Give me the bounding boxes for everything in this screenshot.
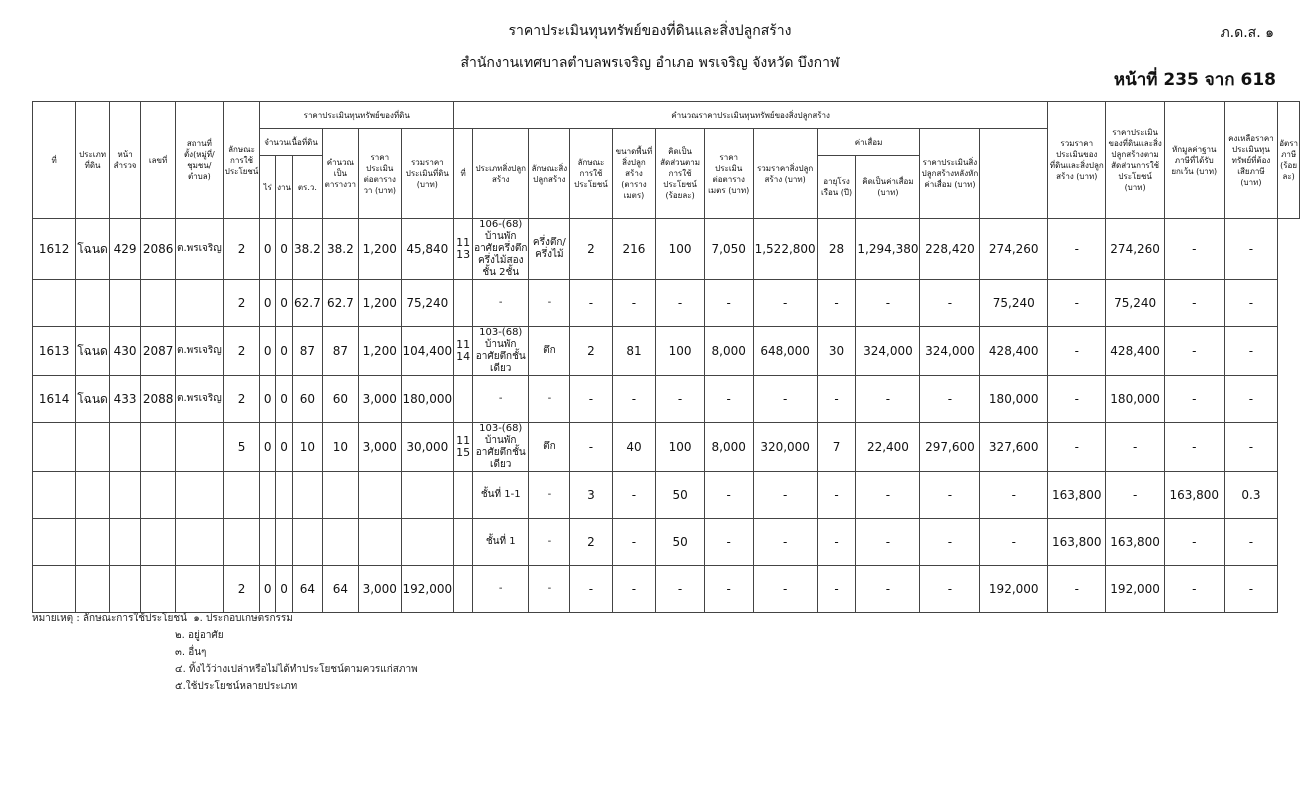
- cell-land-type: โฉนด: [76, 327, 110, 376]
- cell-dep: -: [856, 280, 920, 327]
- cell-price-sqm: -: [704, 566, 753, 613]
- cell-ratio: -: [656, 376, 705, 423]
- cell-rate: -: [1224, 423, 1278, 472]
- col-usage: ลักษณะการใช้ประโยชน์: [223, 102, 260, 219]
- cell-front: [109, 566, 140, 613]
- cell-number: [141, 423, 176, 472]
- cell-bld-total: -: [753, 566, 817, 613]
- cell-bld-total: -: [753, 376, 817, 423]
- cell-location: ต.พรเจริญ: [175, 219, 223, 280]
- cell-bld-no: [454, 472, 473, 519]
- cell-wa: 87: [293, 327, 323, 376]
- cell-land-total: 75,240: [401, 280, 454, 327]
- cell-calc-wa: [322, 472, 358, 519]
- cell-bld-usage: 2: [570, 519, 612, 566]
- cell-bld-usage: 2: [570, 327, 612, 376]
- cell-land-total: 30,000: [401, 423, 454, 472]
- cell-ngan: 0: [276, 376, 293, 423]
- cell-ngan: 0: [276, 219, 293, 280]
- cell-bld-type: 106-(68) บ้านพักอาศัยครึ่งตึกครึ่งไม้สองชั้น 2ชั้น: [474, 219, 528, 278]
- cell-bld-type: -: [473, 566, 529, 613]
- cell-ratio: -: [656, 566, 705, 613]
- cell-number: [141, 280, 176, 327]
- cell-total: -: [980, 472, 1048, 519]
- cell-ngan: [276, 472, 293, 519]
- col-building-after-dep: ราคาประเมินสิ่งปลูกสร้างหลังหักค่าเสื่อม (บาท): [920, 129, 980, 219]
- cell-after-dep: -: [920, 280, 980, 327]
- cell-calc-wa: 62.7: [322, 280, 358, 327]
- cell-land-type: โฉนด: [76, 376, 110, 423]
- table-body: [33, 219, 1300, 613]
- cell-size: 81: [612, 327, 656, 376]
- cell-ratio: 100: [656, 219, 705, 280]
- cell-price-wa: 3,000: [359, 376, 402, 423]
- cell-front: 430: [109, 327, 140, 376]
- cell-after-dep: -: [920, 519, 980, 566]
- table-row: [33, 566, 1300, 613]
- col-exemption: หักมูลค่าฐานภาษีที่ได้รับยกเว้น (บาท): [1164, 102, 1224, 219]
- cell-front: [109, 472, 140, 519]
- cell-bld-total: -: [753, 280, 817, 327]
- col-ngan: งาน: [276, 156, 293, 219]
- cell-rai: [260, 519, 276, 566]
- cell-age: 30: [817, 327, 856, 376]
- cell-total: 274,260: [980, 219, 1048, 280]
- cell-land-type: [76, 472, 110, 519]
- cell-exempt: 274,260: [1106, 219, 1164, 280]
- col-building-usage: ลักษณะการใช้ประโยชน์: [570, 129, 612, 219]
- cell-prop: -: [1048, 327, 1106, 376]
- cell-location: ต.พรเจริญ: [175, 327, 223, 376]
- cell-rate: -: [1224, 566, 1278, 613]
- cell-bld-type: ชั้นที่ 1-1: [473, 472, 529, 519]
- cell-price-wa: 1,200: [359, 219, 402, 280]
- table-row: [33, 376, 1300, 423]
- cell-bld-usage: -: [570, 423, 612, 472]
- col-land-type: ประเภทที่ดิน: [76, 102, 110, 219]
- cell-bld-no: 11 14: [454, 327, 473, 376]
- cell-land-total: [401, 472, 454, 519]
- cell-remain: -: [1164, 280, 1224, 327]
- cell-dep: -: [856, 472, 920, 519]
- cell-size: 40: [612, 423, 656, 472]
- col-wa: ตร.ว.: [293, 156, 323, 219]
- cell-location: [175, 566, 223, 613]
- assessment-table: [32, 101, 1300, 613]
- cell-after-dep: 324,000: [920, 327, 980, 376]
- cell-dep: -: [856, 376, 920, 423]
- cell-no: [33, 472, 76, 519]
- cell-bld-no: 11 13: [454, 219, 473, 280]
- cell-exempt: -: [1106, 472, 1164, 519]
- cell-prop: -: [1048, 219, 1106, 280]
- cell-dep: 324,000: [856, 327, 920, 376]
- cell-dep: 1,294,380: [856, 219, 920, 280]
- cell-no: [33, 566, 76, 613]
- note-item-3: ๓. อื่นๆ: [175, 647, 207, 658]
- cell-location: [175, 472, 223, 519]
- cell-price-wa: 3,000: [359, 423, 402, 472]
- cell-bld-total: 648,000: [753, 327, 817, 376]
- cell-price-sqm: 7,050: [704, 219, 753, 280]
- col-building-total: รวมราคาสิ่งปลูกสร้าง (บาท): [753, 129, 817, 219]
- cell-size: -: [612, 280, 656, 327]
- cell-rate: -: [1224, 519, 1278, 566]
- cell-price-sqm: -: [704, 519, 753, 566]
- cell-size: -: [612, 519, 656, 566]
- cell-ngan: 0: [276, 566, 293, 613]
- cell-rai: 0: [260, 280, 276, 327]
- cell-ratio: 50: [656, 472, 705, 519]
- cell-price-sqm: -: [704, 472, 753, 519]
- cell-front: [109, 280, 140, 327]
- cell-bld-no: [454, 376, 473, 423]
- cell-ngan: [276, 519, 293, 566]
- cell-calc-wa: 87: [322, 327, 358, 376]
- cell-bld-char: ตึก: [529, 327, 570, 376]
- group-depreciation: ค่าเสื่อม: [817, 129, 920, 156]
- cell-wa: 64: [293, 566, 323, 613]
- cell-size: -: [612, 566, 656, 613]
- cell-exempt: 163,800: [1106, 519, 1164, 566]
- cell-rate: -: [1224, 327, 1278, 376]
- cell-age: -: [817, 376, 856, 423]
- col-dep-age: อายุโรงเรือน (ปี): [817, 156, 856, 219]
- cell-remain: -: [1164, 519, 1224, 566]
- cell-bld-type: -: [473, 280, 529, 327]
- cell-ratio: 100: [656, 423, 705, 472]
- col-land-total: รวมราคาประเมินที่ดิน (บาท): [401, 129, 454, 219]
- cell-bld-type: 103-(68) บ้านพักอาศัยตึกชั้นเดียว: [473, 423, 529, 472]
- cell-total: -: [980, 519, 1048, 566]
- cell-after-dep: 228,420: [920, 219, 980, 280]
- cell-land-type: [76, 423, 110, 472]
- note-item-2: ๒. อยู่อาศัย: [175, 630, 224, 641]
- group-building-assessment: คำนวณราคาประเมินทุนทรัพย์ของสิ่งปลูกสร้าง: [454, 102, 1048, 129]
- col-total-land-building: รวมราคาประเมินของที่ดินและสิ่งปลูกสร้าง (บาท): [1048, 102, 1106, 219]
- cell-no: 1612: [33, 219, 76, 280]
- cell-land-total: 104,400: [401, 327, 454, 376]
- cell-ratio: 100: [656, 327, 705, 376]
- page-indicator: หน้าที่ 235 จาก 618: [1113, 70, 1276, 90]
- cell-bld-usage: -: [570, 376, 612, 423]
- cell-remain: -: [1164, 423, 1224, 472]
- table-row: [33, 327, 1300, 376]
- table-row: [33, 472, 1300, 519]
- cell-rai: 0: [260, 327, 276, 376]
- cell-size: -: [612, 376, 656, 423]
- cell-wa: [293, 519, 323, 566]
- cell-remain: -: [1164, 327, 1224, 376]
- cell-ratio: 50: [656, 519, 705, 566]
- cell-wa: 60: [293, 376, 323, 423]
- cell-front: [109, 519, 140, 566]
- cell-usage: 2: [223, 566, 260, 613]
- cell-size: -: [612, 472, 656, 519]
- cell-after-dep: -: [920, 472, 980, 519]
- cell-rate: -: [1224, 376, 1278, 423]
- cell-ngan: 0: [276, 423, 293, 472]
- cell-usage: 5: [223, 423, 260, 472]
- cell-number: [141, 566, 176, 613]
- cell-calc-wa: 60: [322, 376, 358, 423]
- cell-exempt: -: [1106, 423, 1164, 472]
- report-title: ราคาประเมินทุนทรัพย์ของที่ดินและสิ่งปลูกสร้าง: [508, 23, 792, 39]
- cell-location: [175, 280, 223, 327]
- cell-bld-type: 103-(68) บ้านพักอาศัยตึกชั้นเดียว: [473, 327, 529, 376]
- office-name: สำนักงานเทศบาลตำบลพรเจริญ อำเภอ พรเจริญ จังหวัด บึงกาฬ: [460, 55, 840, 71]
- col-number: เลขที่: [141, 102, 176, 219]
- cell-exempt: 180,000: [1106, 376, 1164, 423]
- cell-rai: [260, 472, 276, 519]
- col-building-price-sqm: ราคาประเมินต่อตารางเมตร (บาท): [704, 129, 753, 219]
- cell-bld-char: -: [529, 472, 570, 519]
- cell-bld-usage: -: [570, 566, 612, 613]
- cell-front: 429: [109, 219, 140, 280]
- cell-after-dep: 297,600: [920, 423, 980, 472]
- cell-bld-total: 1,522,800: [753, 219, 817, 280]
- cell-age: -: [817, 280, 856, 327]
- col-proportional-price: ราคาประเมินของที่ดินและสิ่งปลูกสร้างตามสัดส่วนการใช้ประโยชน์ (บาท): [1106, 102, 1164, 219]
- cell-number: 2088: [141, 376, 176, 423]
- cell-total: 75,240: [980, 280, 1048, 327]
- cell-bld-no: 11 15: [454, 423, 473, 472]
- cell-rate: -: [1224, 280, 1278, 327]
- cell-rai: 0: [260, 423, 276, 472]
- cell-size: 216: [612, 219, 656, 280]
- cell-ngan: 0: [276, 280, 293, 327]
- cell-price-sqm: -: [704, 280, 753, 327]
- cell-exempt: 75,240: [1106, 280, 1164, 327]
- group-land-assessment: ราคาประเมินทุนทรัพย์ของที่ดิน: [260, 102, 454, 129]
- col-remaining: คงเหลือราคาประเมินทุนทรัพย์ที่ต้องเสียภาษี (บาท): [1224, 102, 1278, 219]
- cell-prop: 163,800: [1048, 519, 1106, 566]
- cell-calc-wa: 10: [322, 423, 358, 472]
- cell-price-wa: 3,000: [359, 566, 402, 613]
- cell-number: [141, 519, 176, 566]
- cell-dep: -: [856, 566, 920, 613]
- cell-price-sqm: -: [704, 376, 753, 423]
- table-row: [33, 519, 1300, 566]
- cell-age: -: [817, 519, 856, 566]
- cell-bld-type: ชั้นที่ 1: [473, 519, 529, 566]
- cell-usage: 2: [223, 327, 260, 376]
- cell-no: [33, 423, 76, 472]
- note-item-5: ๕.ใช้ประโยชน์หลายประเภท: [175, 681, 298, 692]
- table-row: [33, 219, 1300, 280]
- cell-land-type: [76, 566, 110, 613]
- cell-remain: -: [1164, 376, 1224, 423]
- cell-land-total: [401, 519, 454, 566]
- col-location: สถานที่ตั้ง(หมู่ที่/ชุมชน/ตำบล): [175, 102, 223, 219]
- cell-prop: -: [1048, 566, 1106, 613]
- cell-dep: 22,400: [856, 423, 920, 472]
- cell-prop: 163,800: [1048, 472, 1106, 519]
- cell-usage: 2: [223, 219, 260, 280]
- cell-land-total: 45,840: [401, 219, 454, 280]
- cell-front: [109, 423, 140, 472]
- col-rai: ไร่: [260, 156, 276, 219]
- cell-rate: -: [1224, 219, 1278, 280]
- col-dep-amount: คิดเป็นค่าเสื่อม (บาท): [856, 156, 920, 219]
- col-tax-rate: อัตราภาษี (ร้อยละ): [1278, 102, 1300, 219]
- cell-location: [175, 519, 223, 566]
- cell-usage: [223, 472, 260, 519]
- cell-remain: -: [1164, 566, 1224, 613]
- cell-wa: [293, 472, 323, 519]
- cell-rai: 0: [260, 219, 276, 280]
- col-building-type: ประเภทสิ่งปลูกสร้าง: [473, 129, 529, 219]
- cell-bld-total: -: [753, 519, 817, 566]
- cell-age: 28: [817, 219, 856, 280]
- cell-bld-no: [454, 566, 473, 613]
- col-price-per-wa: ราคาประเมินต่อตารางวา (บาท): [359, 129, 402, 219]
- cell-calc-wa: 38.2: [322, 219, 358, 280]
- cell-usage: [223, 519, 260, 566]
- cell-rai: 0: [260, 376, 276, 423]
- notes-label: หมายเหตุ : ลักษณะการใช้ประโยชน์: [32, 613, 187, 624]
- cell-ratio: -: [656, 280, 705, 327]
- cell-total: 327,600: [980, 423, 1048, 472]
- cell-no: [33, 280, 76, 327]
- cell-bld-type: -: [473, 376, 529, 423]
- cell-bld-usage: 2: [570, 219, 612, 280]
- col-building-no: ที่: [454, 129, 473, 219]
- cell-bld-no: [454, 519, 473, 566]
- cell-bld-char: -: [529, 566, 570, 613]
- cell-bld-no: [454, 280, 473, 327]
- cell-number: 2086: [141, 219, 176, 280]
- cell-price-sqm: 8,000: [704, 423, 753, 472]
- cell-bld-char: -: [529, 280, 570, 327]
- cell-bld-total: -: [753, 472, 817, 519]
- cell-ngan: 0: [276, 327, 293, 376]
- cell-wa: 38.2: [293, 219, 323, 280]
- cell-prop: -: [1048, 280, 1106, 327]
- cell-calc-wa: 64: [322, 566, 358, 613]
- cell-remain: 163,800: [1164, 472, 1224, 519]
- cell-no: [33, 519, 76, 566]
- col-building-ratio: คิดเป็นสัดส่วนตามการใช้ประโยชน์ (ร้อยละ): [656, 129, 705, 219]
- form-code: ภ.ด.ส. ๑: [1220, 25, 1274, 41]
- cell-exempt: 192,000: [1106, 566, 1164, 613]
- cell-prop: -: [1048, 376, 1106, 423]
- cell-land-total: 192,000: [401, 566, 454, 613]
- cell-price-wa: 1,200: [359, 327, 402, 376]
- cell-bld-total: 320,000: [753, 423, 817, 472]
- cell-no: 1614: [33, 376, 76, 423]
- cell-front: 433: [109, 376, 140, 423]
- cell-bld-char: -: [529, 519, 570, 566]
- cell-total: 180,000: [980, 376, 1048, 423]
- cell-age: -: [817, 472, 856, 519]
- cell-rai: 0: [260, 566, 276, 613]
- col-no: ที่: [33, 102, 76, 219]
- cell-number: [141, 472, 176, 519]
- cell-exempt: 428,400: [1106, 327, 1164, 376]
- cell-age: 7: [817, 423, 856, 472]
- col-front-survey: หน้าสำรวจ: [109, 102, 140, 219]
- note-item-4: ๔. ทิ้งไว้ว่างเปล่าหรือไม่ได้ทำประโยชน์ตามควรแก่สภาพ: [175, 664, 418, 675]
- cell-land-type: [76, 280, 110, 327]
- cell-wa: 10: [293, 423, 323, 472]
- cell-number: 2087: [141, 327, 176, 376]
- cell-usage: 2: [223, 280, 260, 327]
- cell-after-dep: -: [920, 566, 980, 613]
- cell-land-total: 180,000: [401, 376, 454, 423]
- cell-total: 192,000: [980, 566, 1048, 613]
- cell-bld-usage: 3: [570, 472, 612, 519]
- cell-land-type: [76, 519, 110, 566]
- table-row: [33, 280, 1300, 327]
- col-calc-wa: คำนวณเป็นตารางวา: [322, 129, 358, 219]
- cell-location: ต.พรเจริญ: [175, 376, 223, 423]
- cell-bld-char: ครึ่งตึก/ครึ่งไม้: [529, 219, 570, 280]
- notes: [32, 610, 418, 695]
- cell-usage: 2: [223, 376, 260, 423]
- cell-calc-wa: [322, 519, 358, 566]
- note-item-1: ๑. ประกอบเกษตรกรรม: [193, 613, 293, 624]
- cell-price-wa: [359, 472, 402, 519]
- cell-bld-char: ตึก: [529, 423, 570, 472]
- cell-age: -: [817, 566, 856, 613]
- cell-bld-usage: -: [570, 280, 612, 327]
- cell-total: 428,400: [980, 327, 1048, 376]
- cell-land-type: โฉนด: [76, 219, 110, 280]
- cell-price-sqm: 8,000: [704, 327, 753, 376]
- cell-location: [175, 423, 223, 472]
- cell-price-wa: [359, 519, 402, 566]
- group-land-area: จำนวนเนื้อที่ดิน: [260, 129, 322, 156]
- cell-after-dep: -: [920, 376, 980, 423]
- cell-wa: 62.7: [293, 280, 323, 327]
- table-row: [33, 423, 1300, 472]
- cell-price-wa: 1,200: [359, 280, 402, 327]
- cell-prop: -: [1048, 423, 1106, 472]
- cell-bld-char: -: [529, 376, 570, 423]
- cell-no: 1613: [33, 327, 76, 376]
- cell-dep: -: [856, 519, 920, 566]
- cell-remain: -: [1164, 219, 1224, 280]
- col-building-size: ขนาดพื้นที่สิ่งปลูกสร้าง (ตารางเมตร): [612, 129, 656, 219]
- cell-rate: 0.3: [1224, 472, 1278, 519]
- col-building-character: ลักษณะสิ่งปลูกสร้าง: [529, 129, 570, 219]
